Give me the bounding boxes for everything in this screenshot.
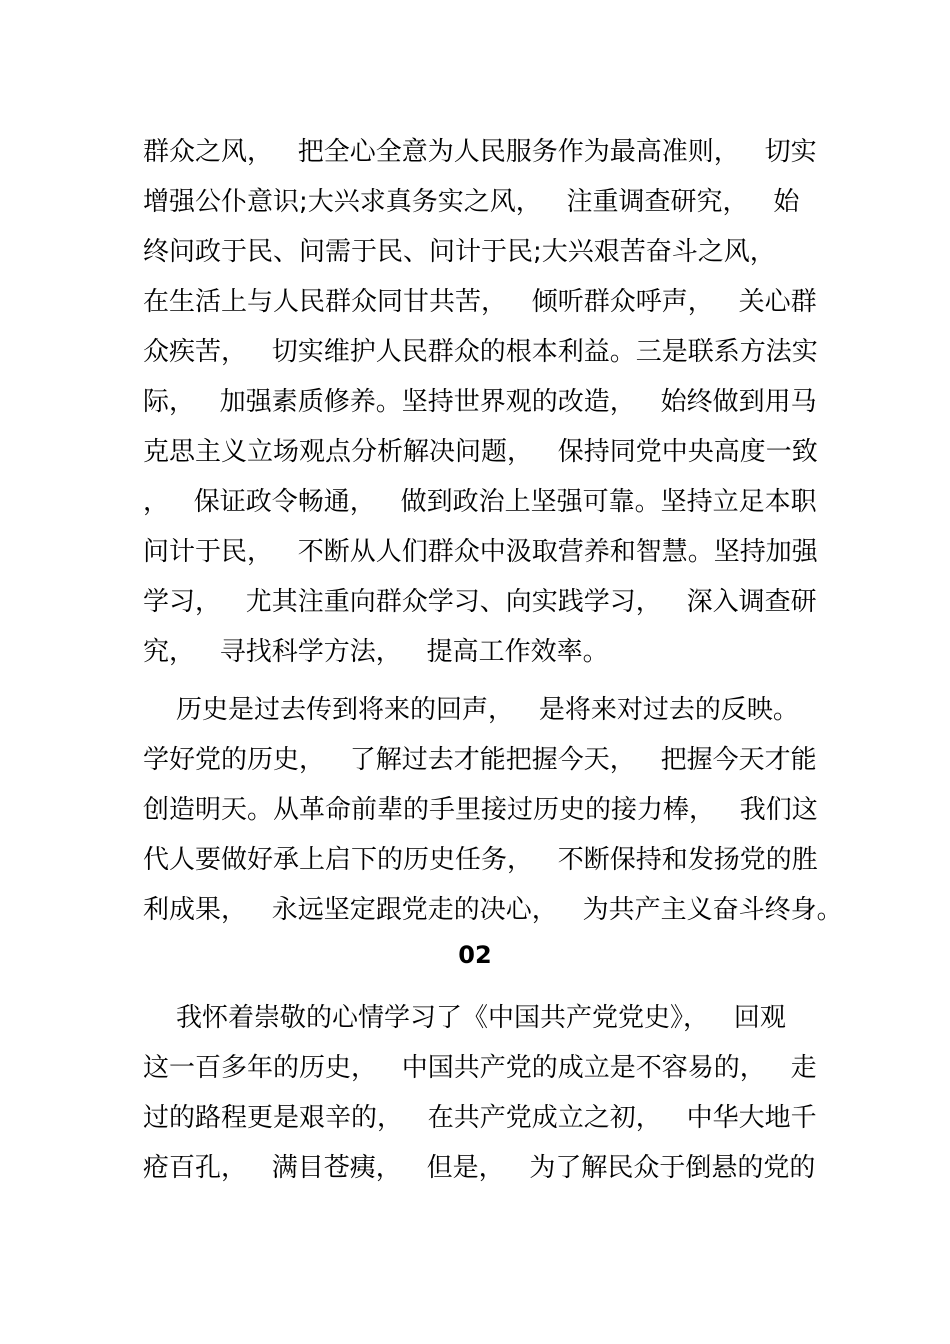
text-line: 际， 加强素质修养。坚持世界观的改造， 始终做到用马 xyxy=(143,387,817,417)
text-line: 众疾苦， 切实维护人民群众的根本利益。三是联系方法实 xyxy=(143,337,818,367)
text-line: 在生活上与人民群众同甘共苦， 倾听群众呼声， 关心群 xyxy=(143,287,817,317)
text-line: 学好党的历史， 了解过去才能把握今天， 把握今天才能 xyxy=(143,745,817,775)
text-line: 克思主义立场观点分析解决问题， 保持同党中央高度一致 xyxy=(143,437,818,467)
text-line: 终问政于民、问需于民、问计于民;大兴艰苦奋斗之风， xyxy=(143,237,776,267)
text-line: 问计于民， 不断从人们群众中汲取营养和智慧。坚持加强 xyxy=(143,537,818,567)
text-line: 过的路程更是艰辛的， 在共产党成立之初， 中华大地千 xyxy=(143,1103,817,1133)
text-line: 疮百孔， 满目苍痍， 但是， 为了解民众于倒悬的党的 xyxy=(143,1153,816,1183)
text-line: 学习， 尤其注重向群众学习、向实践学习， 深入调查研 xyxy=(143,587,817,617)
text-line: 群众之风， 把全心全意为人民服务作为最高准则， 切实 xyxy=(143,137,817,167)
text-line: 代人要做好承上启下的历史任务， 不断保持和发扬党的胜 xyxy=(143,845,818,875)
text-line: 究， 寻找科学方法， 提高工作效率。 xyxy=(143,637,609,667)
text-line: 历史是过去传到将来的回声， 是将来对过去的反映。 xyxy=(143,695,799,725)
text-line: 创造明天。从革命前辈的手里接过历史的接力棒， 我们这 xyxy=(143,795,818,825)
text-line: 这一百多年的历史， 中国共产党的成立是不容易的， 走 xyxy=(143,1053,817,1083)
section-heading: 02 xyxy=(458,941,492,969)
text-line: 增强公仆意识;大兴求真务实之风， 注重调查研究， 始 xyxy=(143,187,800,217)
text-line: ， 保证政令畅通， 做到政治上坚强可靠。坚持立足本职 xyxy=(143,487,817,517)
text-line: 利成果， 永远坚定跟党走的决心， 为共产主义奋斗终身。 xyxy=(143,895,843,925)
text-line: 我怀着崇敬的心情学习了《中国共产党党史》， 回观 xyxy=(143,1003,786,1033)
